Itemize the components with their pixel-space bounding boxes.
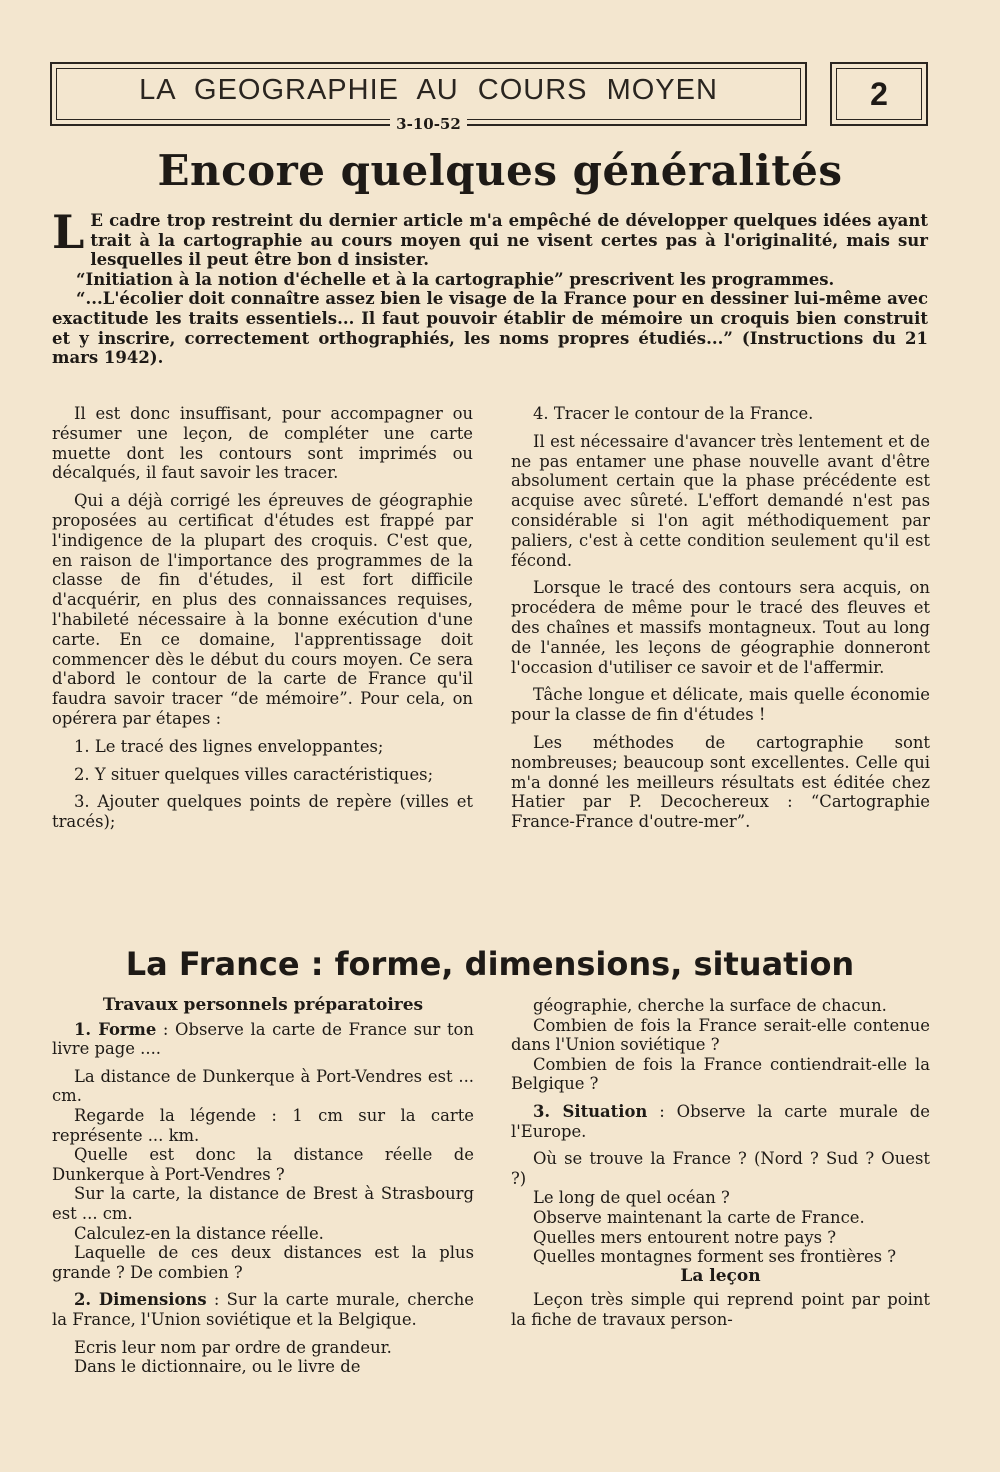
exercise-item: Quelles mers entourent notre pays ? bbox=[533, 1227, 837, 1247]
exercise-item: Dans le dictionnaire, ou le livre de bbox=[74, 1357, 361, 1377]
exercise-item: Le long de quel océan ? bbox=[533, 1188, 730, 1208]
header-date: 3-10-52 bbox=[390, 115, 467, 133]
step-item: 4. Tracer le contour de la France. bbox=[533, 404, 814, 423]
article-intro bbox=[52, 205, 928, 368]
exercise-item: Regarde la légende : 1 cm sur la carte représente ... km. bbox=[52, 1105, 474, 1145]
header-title: LA GEOGRAPHIE AU COURS MOYEN bbox=[139, 74, 718, 106]
intro-quote: “...L'écolier doit connaître assez bien le visage de la France pour en dessiner lui-même avec exactitude les traits essentiels... Il faut pouvoir établir de mémoire un croquis bien construit et y inscrire, correctement orthographiés, les noms propres étudiés...” (Instructions du 21 mars 1942). bbox=[52, 289, 928, 368]
lesson-paragraph: Leçon très simple qui reprend point par point la fiche de travaux person- bbox=[511, 1290, 930, 1329]
lesson-column-left bbox=[52, 996, 474, 1377]
exercise-item: Combien de fois la France contiendrait-elle la Belgique ? bbox=[511, 1054, 930, 1094]
paragraph: Tâche longue et délicate, mais quelle économie pour la classe de fin d'études ! bbox=[511, 685, 930, 725]
exercise-item: Sur la carte, la distance de Brest à Strasbourg est ... cm. bbox=[52, 1184, 474, 1223]
exercise-item: 2. Dimensions : Sur la carte murale, cherche la France, l'Union soviétique et la Belgique. bbox=[52, 1290, 474, 1329]
paragraph: Lorsque le tracé des contours sera acquis, on procédera de même pour le tracé des fleuves et des chaînes et massifs montagneux. Tout au long de l'année, les leçons de géographie donneront l'occasion d'utiliser ce savoir et de l'affermir. bbox=[511, 578, 930, 677]
step-item: 3. Ajouter quelques points de repère (villes et tracés); bbox=[52, 792, 473, 832]
intro-paragraph: L E cadre trop restreint du dernier article m'a empêché de développer quelques idées ayant trait à la cartographie au cours moyen qui ne visent certes pas à l'originalité, mais sur lesquelles il peut être bon d insister. bbox=[52, 205, 928, 270]
paragraph: Les méthodes de cartographie sont nombreuses; beaucoup sont excellentes. Celle qui m'a donné les meilleurs résultats est éditée chez Hatier par P. Decochereux : “Cartographie France-France d'outre-mer”. bbox=[511, 732, 930, 832]
exercise-item: Combien de fois la France serait-elle contenue dans l'Union soviétique ? bbox=[511, 1015, 930, 1055]
paragraph: Il est donc insuffisant, pour accompagner ou résumer une leçon, de compléter une carte muette dont les contours sont imprimés ou décalqués, il faut savoir les tracer. bbox=[52, 404, 473, 483]
exercise-item: Quelle est donc la distance réelle de Dunkerque à Port-Vendres ? bbox=[52, 1145, 474, 1184]
step-item: 1. Le tracé des lignes enveloppantes; bbox=[74, 736, 384, 756]
intro-paragraph: “Initiation à la notion d'échelle et à la cartographie” prescrivent les programmes. bbox=[76, 269, 835, 289]
exercise-item: géographie, cherche la surface de chacun. bbox=[533, 996, 887, 1015]
exercise-item: 3. Situation : Observe la carte murale de l'Europe. bbox=[511, 1101, 930, 1141]
exercise-item: Observe maintenant la carte de France. bbox=[533, 1207, 865, 1227]
article-title-2: La France : forme, dimensions, situation bbox=[125, 945, 855, 983]
page-number-box bbox=[830, 62, 928, 126]
article-column-left bbox=[52, 404, 473, 840]
exercise-item: Ecris leur nom par ordre de grandeur. bbox=[74, 1337, 392, 1357]
page-number: 2 bbox=[870, 75, 888, 112]
step-item: 2. Y situer quelques villes caractéristiques; bbox=[74, 764, 434, 784]
exercise-item: Calculez-en la distance réelle. bbox=[74, 1223, 324, 1243]
article-column-right bbox=[511, 404, 930, 840]
exercise-item: 1. Forme : Observe la carte de France sur ton livre page .... bbox=[52, 1019, 474, 1059]
lesson-column-right bbox=[511, 996, 930, 1330]
exercise-item: La distance de Dunkerque à Port-Vendres est ... cm. bbox=[52, 1066, 474, 1106]
drop-cap: L bbox=[52, 205, 85, 259]
section-subhead: Travaux personnels préparatoires bbox=[102, 995, 424, 1015]
lesson-subhead: La leçon bbox=[680, 1265, 761, 1286]
header-title-box bbox=[50, 62, 807, 133]
exercise-item: Où se trouve la France ? (Nord ? Sud ? Ouest ?) bbox=[511, 1149, 930, 1188]
exercise-item: Quelles montagnes forment ses frontières ? bbox=[533, 1247, 897, 1267]
paragraph: Qui a déjà corrigé les épreuves de géographie proposées au certificat d'études est frappé par l'indigence de la plupart des croquis. C'est que, en raison de l'importance des programmes de la classe de fin d'études, il est fort difficile d'acquérir, en plus des connaissances requises, l'habileté nécessaire à la bonne exécution d'une carte. En ce domaine, l'apprentissage doit commencer dès le début du cours moyen. Ce sera d'abord le contour de la carte de France qu'il faudra savoir tracer “de mémoire”. Pour cela, on opérera par étapes : bbox=[52, 491, 473, 728]
article-title: Encore quelques généralités bbox=[157, 146, 843, 195]
exercise-item: Laquelle de ces deux distances est la plus grande ? De combien ? bbox=[52, 1243, 474, 1282]
paragraph: Il est nécessaire d'avancer très lentement et de ne pas entamer une phase nouvelle avant d'être absolument certain que la phase précédente est acquise avec sûreté. L'effort demandé n'est pas considérable si l'on agit méthodiquement par paliers, c'est à cette condition seulement qu'il est fécond. bbox=[511, 431, 930, 570]
